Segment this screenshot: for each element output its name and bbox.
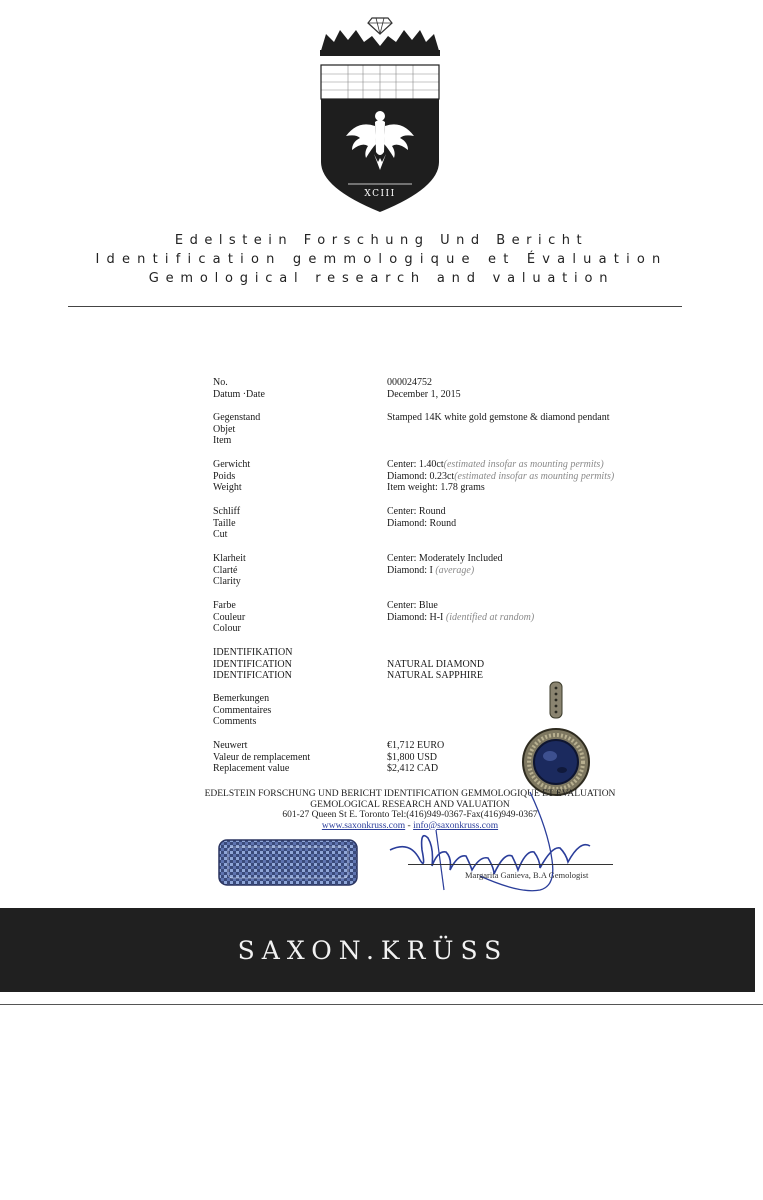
page-bottom-rule xyxy=(0,1004,763,1005)
motto-german: Edelstein Forschung Und Bericht xyxy=(174,233,589,248)
signer-name: Margarita Ganieva, B.A Gemologist xyxy=(465,870,589,880)
motto-french: Identification gemmologique et Évaluation xyxy=(95,252,668,267)
pendant-photo xyxy=(520,680,592,802)
field-value-labels: Neuwert Valeur de remplacement Replacement value xyxy=(213,740,311,775)
field-item-values: Stamped 14K white gold gemstone & diamond pendant xyxy=(387,412,610,423)
field-identification-values: NATURAL DIAMOND NATURAL SAPPHIRE xyxy=(387,658,485,682)
field-number-values: 000024752 December 1, 2015 xyxy=(387,377,461,400)
field-weight-labels: Gerwicht Poids Weight xyxy=(213,459,251,494)
field-item-labels: Gegenstand Objet Item xyxy=(213,412,261,447)
motto-english: Gemological research and valuation xyxy=(148,271,615,286)
field-colour-values: Center: Blue Diamond: H-I (identified at random) xyxy=(387,600,535,623)
website-link[interactable]: www.saxonkruss.com xyxy=(321,820,406,831)
footer-address: EDELSTEIN FORSCHUNG UND BERICHT IDENTIFICATION GEMMOLOGIQUE ET EVALUATION GEMOLOGICAL RESEARCH AND VALUATION 601-27 Queen St E. Toronto Tel:(416)949-0367-Fax(416)949-0367 www.saxonkruss.com - info@saxonkruss.com xyxy=(204,789,616,831)
crest-numeral: XCIII xyxy=(364,189,396,199)
field-cut-labels: Schliff Taille Cut xyxy=(213,506,241,541)
field-value-values: €1,712 EURO $1,800 USD $2,412 CAD xyxy=(387,740,445,775)
field-identification-labels: IDENTIFIKATION IDENTIFICATION IDENTIFICATION xyxy=(213,647,293,682)
hologram-seal xyxy=(218,839,358,886)
eagle-crest-icon xyxy=(318,12,442,217)
header-rule xyxy=(68,306,682,307)
field-colour-labels: Farbe Couleur Colour xyxy=(213,600,246,635)
brand-wordmark: SAXON.KRÜSS xyxy=(237,936,509,965)
field-weight-values: Center: 1.40ct(estimated insofar as mounting permits) Diamond: 0.23ct(estimated insofar as mounting permits) Item weight: 1.78 grams xyxy=(387,459,615,494)
signature-line xyxy=(408,864,613,865)
field-clarity-values: Center: Moderately Included Diamond: I (average) xyxy=(387,553,503,576)
field-cut-values: Center: Round Diamond: Round xyxy=(387,506,457,529)
field-clarity-labels: Klarheit Clarté Clarity xyxy=(213,553,246,588)
email-link[interactable]: info@saxonkruss.com xyxy=(413,820,499,831)
field-comments-labels: Bemerkungen Commentaires Comments xyxy=(213,693,272,728)
field-number-labels: No. Datum ·Date xyxy=(213,377,265,400)
